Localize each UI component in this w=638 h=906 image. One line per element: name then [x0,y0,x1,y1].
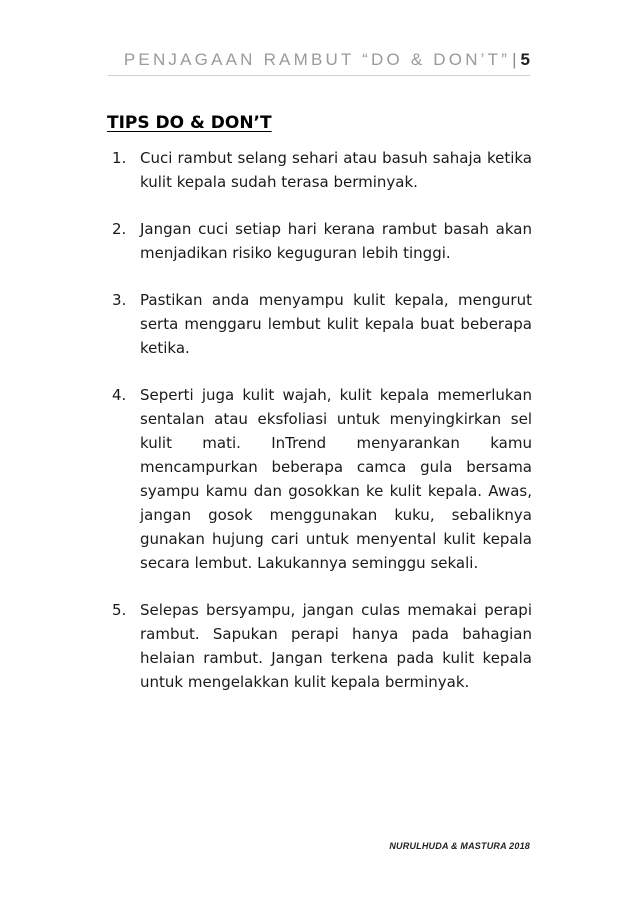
tip-number: 1. [112,149,127,167]
tips-list [108,146,532,717]
tip-text: Cuci rambut selang sehari atau basuh sahaja ketika kulit kepala sudah terasa berminyak. [140,149,532,191]
tip-item [108,288,532,360]
running-header [0,50,530,70]
page-number: 5 [520,50,530,69]
header-rule [108,75,530,76]
tip-text: Selepas bersyampu, jangan culas memakai perapi rambut. Sapukan perapi hanya pada bahagian helaian rambut. Jangan terkena pada kulit kepala untuk mengelakkan kulit kepala berminyak. [140,601,532,691]
tip-number: 4. [112,386,127,404]
tip-text: Jangan cuci setiap hari kerana rambut basah akan menjadikan risiko keguguran lebih tinggi. [140,220,532,262]
tip-number: 3. [112,291,127,309]
tip-number: 2. [112,220,127,238]
tip-number: 5. [112,601,127,619]
tip-item [108,383,532,575]
tip-text: Seperti juga kulit wajah, kulit kepala memerlukan sentalan atau eksfoliasi untuk menyingkirkan sel kulit mati. InTrend menyarankan kamu mencampurkan beberapa camca gula bersama syampu kamu dan gosokkan ke kulit kepala. Awas, jangan gosok menggunakan kuku, sebaliknya gunakan hujung cari untuk menyental kulit kepala secara lembut. Lakukannya seminggu sekali. [140,386,532,572]
page-title: TIPS DO & DON’T [107,113,272,133]
tip-text: Pastikan anda menyampu kulit kepala, mengurut serta menggaru lembut kulit kepala buat beberapa ketika. [140,291,532,357]
running-title: PENJAGAAN RAMBUT “DO & DON’T” [123,50,511,69]
tip-item [108,598,532,694]
tip-item [108,146,532,194]
header-separator: | [512,50,517,69]
footer-credit: NURULHUDA & MASTURA 2018 [389,841,530,851]
tip-item [108,217,532,265]
